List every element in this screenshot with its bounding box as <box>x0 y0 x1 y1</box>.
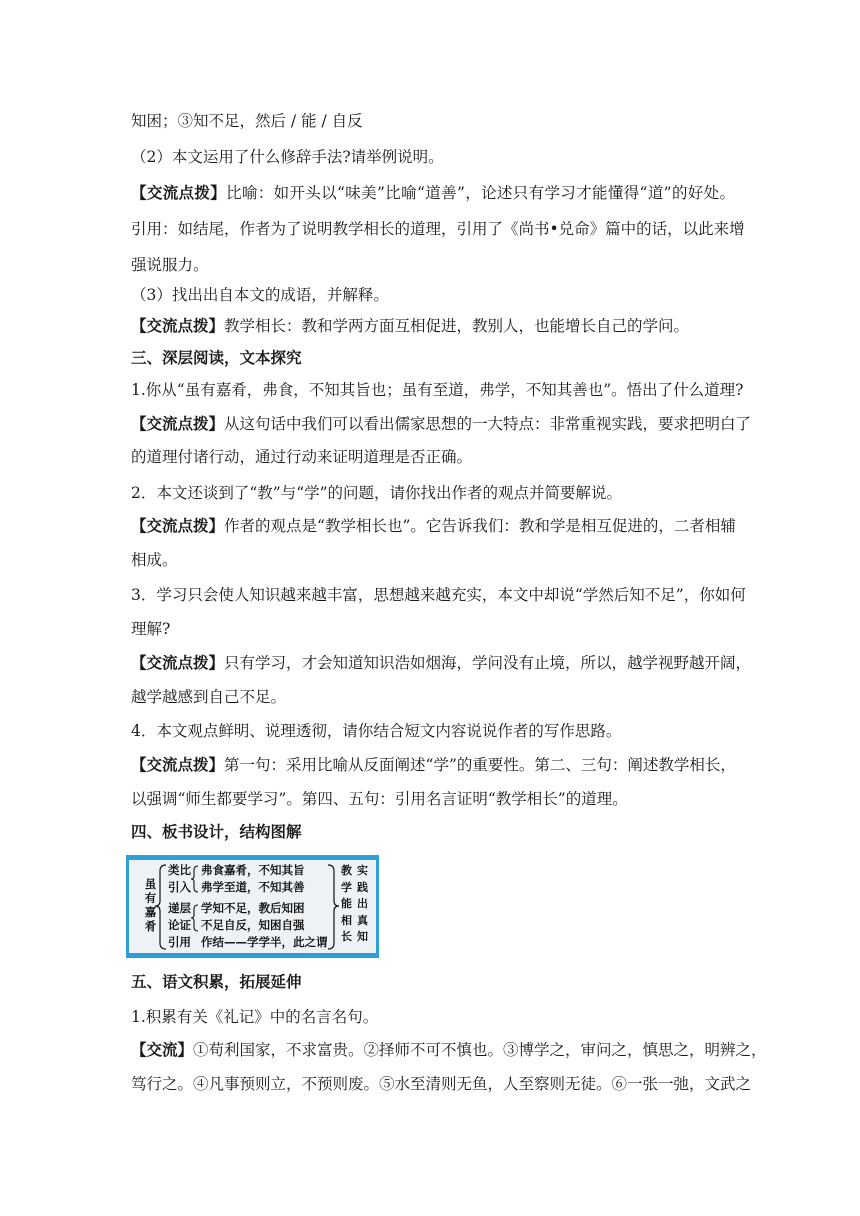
diagram-title: 虽有嘉肴 <box>144 877 157 933</box>
section-heading-3: 三、深层阅读，文本探究 <box>131 349 302 367</box>
answer-text: 教学相长：教和学两方面互相促进，教别人，也能增长自己的学问。 <box>224 317 690 335</box>
answer-line <box>131 183 735 203</box>
text-line: 相成。 <box>131 551 178 569</box>
diagram-left-label: 类比 <box>168 863 191 877</box>
answer-text: 比喻：如开头以“味美”比喻“道善”，论述只有学习才能懂得“道”的好处。 <box>226 184 735 202</box>
answer-tag: 【交流】 <box>131 1041 194 1059</box>
question-3-1: 1.你从“虽有嘉肴，弗食，不知其旨也；虽有至道，弗学，不知其善也”。悟出了什么道理? <box>131 381 744 399</box>
answer-line <box>131 755 735 775</box>
text-line: 的道理付诸行动，通过行动来证明道理是否正确。 <box>131 448 473 466</box>
answer-text: 第一句：采用比喻从反面阐述“学”的重要性。第二、三句：阐述教学相长， <box>224 756 736 774</box>
question-2: （2）本文运用了什么修辞手法?请举例说明。 <box>131 148 444 166</box>
section-heading-4: 四、板书设计，结构图解 <box>131 823 302 841</box>
diagram-line: 弗学至道，不知其善 <box>201 880 305 894</box>
answer-tag: 【交流点拨】 <box>131 756 225 774</box>
question-5-1: 1.积累有关《礼记》中的名言名句。 <box>131 1008 379 1026</box>
answer-tag: 【交流点拨】 <box>131 654 225 672</box>
text-line: 理解? <box>131 620 171 638</box>
diagram-left-label: 引入 <box>168 880 191 894</box>
diagram-conclusion-1: 教学能相长 <box>341 864 352 943</box>
diagram-left-label: 引用 <box>168 935 191 949</box>
answer-text: 从这句话中我们可以看出儒家思想的一大特点：非常重视实践，要求把明白了 <box>224 415 752 433</box>
question-3-2: 2．本文还谈到了“教”与“学”的问题，请你找出作者的观点并简要解说。 <box>131 484 623 502</box>
diagram-conclusion-2: 实践出真知 <box>357 864 368 943</box>
answer-line <box>131 316 735 336</box>
section-heading-5: 五、语文积累，拓展延伸 <box>131 973 302 991</box>
answer-text: ①苟利国家，不求富贵。②择师不可不慎也。③博学之，审问之，慎思之，明辨之， <box>193 1041 767 1059</box>
answer-line <box>131 516 735 536</box>
diagram-line: 不足自反，知困自强 <box>201 918 305 932</box>
diagram-left-label: 论证 <box>168 918 191 932</box>
diagram-line: 学知不足，教后知困 <box>201 901 305 915</box>
diagram-line: 作结——学学半，此之谓 <box>201 935 328 949</box>
question-3-3: 3．学习只会使人知识越来越丰富，思想越来越充实，本文中却说“学然后知不足”，你如何 <box>131 586 746 604</box>
answer-line <box>131 414 752 434</box>
answer-tag: 【交流点拨】 <box>131 317 225 335</box>
text-line: 笃行之。④凡事预则立，不预则废。⑤水至清则无鱼，人至察则无徒。⑥一张一弛，文武之 <box>131 1075 752 1093</box>
diagram-line: 弗食嘉肴，不知其旨 <box>201 863 305 877</box>
text-line: 越学越感到自己不足。 <box>131 688 287 706</box>
text-line: 以强调“师生都要学习”。第四、五句：引用名言证明“教学相长”的道理。 <box>131 790 628 808</box>
diagram-left-label: 递层 <box>168 901 191 915</box>
text-line: 引用：如结尾，作者为了说明教学相长的道理，引用了《尚书•兑命》篇中的话，以此来增 <box>131 220 745 238</box>
answer-tag: 【交流点拨】 <box>131 517 225 535</box>
answer-tag: 【交流点拨】 <box>131 184 227 202</box>
answer-text: 作者的观点是“教学相长也”。它告诉我们：教和学是相互促进的，二者相辅 <box>224 517 736 535</box>
answer-text: 只有学习，才会知道知识浩如烟海，学问没有止境，所以，越学视野越开阔， <box>224 654 752 672</box>
board-diagram <box>126 855 379 958</box>
question-3-4: 4．本文观点鲜明、说理透彻，请你结合短文内容说说作者的写作思路。 <box>131 722 622 740</box>
answer-line <box>131 1040 767 1060</box>
question-3: （3）找出出自本文的成语，并解释。 <box>131 286 389 304</box>
text-line: 强说服力。 <box>131 256 209 274</box>
answer-tag: 【交流点拨】 <box>131 415 225 433</box>
text-line: 知困；③知不足，然后 / 能 / 自反 <box>131 112 363 130</box>
answer-line <box>131 653 752 673</box>
